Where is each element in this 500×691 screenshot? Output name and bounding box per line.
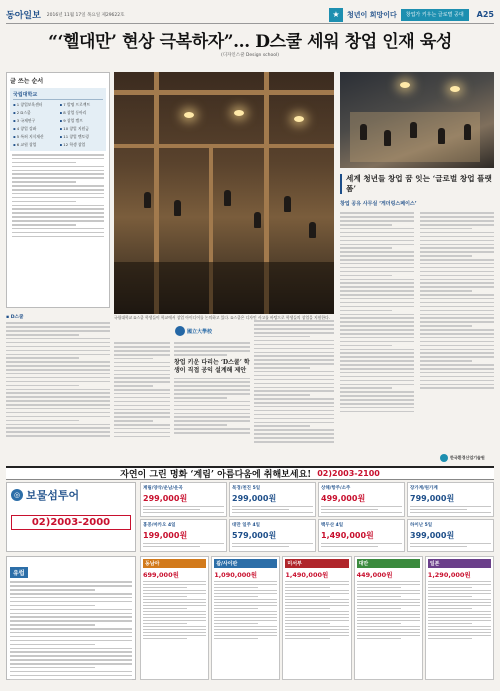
index-block [10, 88, 106, 151]
tour-region: 괌/사이판 [214, 559, 277, 568]
article-column [254, 318, 334, 445]
ad-banner-headline: 자연이 그린 명화 ‘계림’ 아름다움에 취해보세요! [120, 470, 312, 480]
article-index [6, 72, 110, 308]
article-column [340, 210, 414, 415]
tour-title: 하이난 5일 [410, 523, 433, 529]
sponsor-logo [440, 452, 494, 463]
tour-ad-cell [229, 519, 316, 552]
index-title: 글 쓰는 순서 [10, 78, 44, 85]
tour-ad-column [354, 556, 423, 680]
index-item: ▪ 7 발명 프로젝트 [60, 102, 104, 108]
index-item: ▪ 11 창업 멘토링 [60, 134, 104, 140]
issue-info: 2016년 11월 17일 목요일 제29622호 [46, 12, 125, 18]
tour-title: 북경/천진 5일 [232, 486, 261, 491]
tour-ad-cell [318, 482, 405, 517]
university-logo-text: 國立大學校 [187, 328, 213, 335]
tour-region: 동남아 [143, 559, 206, 568]
index-item: ▪ 5 특허 지식재산 [13, 134, 57, 140]
tour-ad-cell [229, 482, 316, 517]
tour-price: 579,000원 [232, 531, 277, 541]
article-body-text [10, 154, 106, 237]
tour-price: 449,000원 [356, 571, 393, 579]
index-item: ▪ 12 학생 창업 [60, 142, 104, 148]
main-photo [114, 72, 334, 314]
index-block-title: 국립대학교 [13, 91, 103, 100]
tour-price: 299,000원 [143, 494, 188, 503]
brand-name: 보물섬투어 [26, 489, 80, 502]
article-column [174, 340, 250, 436]
page-headline: “‘헬대만’ 현상 극복하자”… D스쿨 세워 창업 인재 육성 [48, 32, 452, 52]
tour-price: 799,000원 [410, 494, 455, 503]
tour-ad-cell [140, 519, 227, 552]
tour-title: 상해/항주/소주 [321, 486, 351, 491]
index-item: ▪ 9 창업 캠프 [60, 118, 104, 124]
ad-banner-phone: 02)2003-2100 [317, 469, 380, 478]
brand-phone: 02)2003-2000 [11, 515, 131, 530]
tour-price: 1,490,000원 [321, 531, 374, 541]
tour-ad-column [282, 556, 351, 680]
series-title: 청년이 희망이다 [346, 10, 397, 19]
right-photo [340, 72, 494, 168]
tour-title: 백두산 4일 [321, 523, 344, 529]
tour-ad-cell [407, 482, 494, 517]
index-item: ▪ 10 창업 지원금 [60, 126, 104, 132]
index-item: ▪ 3 국제연구 [13, 118, 57, 124]
tour-ad-cell [318, 519, 405, 552]
tour-price: 1,290,000원 [427, 571, 471, 579]
tour-price: 1,490,000원 [285, 571, 329, 579]
index-item: ▪ 2 D스쿨 [13, 110, 57, 116]
tour-price: 199,000원 [143, 531, 188, 541]
series-subtitle: 창업가 키우는 글로벌 공대 [401, 9, 469, 21]
article-column [6, 312, 110, 439]
page-number: A25 [476, 10, 494, 19]
university-logo [175, 325, 235, 337]
tour-region: 일본 [428, 559, 491, 568]
masthead [6, 6, 494, 24]
ad-banner [6, 466, 494, 480]
university-emblem-icon [175, 326, 185, 336]
headline-credit: (디자인스쿨 Design school) [220, 53, 280, 58]
tour-ad-column [425, 556, 494, 680]
tour-title: 계림/양삭/운남/운곡 [143, 486, 183, 491]
photo-caption: 국립대학교 D스쿨 학생들이 학교에서 창업 아이디어를 논의하고 있다. D스쿨은 디자인 사고를 바탕으로 학생들의 창업을 지원한다. [114, 315, 330, 320]
article-column [114, 340, 170, 440]
tour-ad-grid [140, 482, 494, 552]
tour-price: 499,000원 [321, 494, 366, 503]
tour-region: 대만 [357, 559, 420, 568]
index-item: ▪ 6 교원 창업 [13, 142, 57, 148]
right-column-subheading: 창업 공유 사무실 ‘게더링스페이스’ [340, 201, 417, 207]
series-logo-icon: ★ [329, 8, 343, 22]
tour-ad-cell [407, 519, 494, 552]
index-item: ▪ 1 창업보육센터 [13, 102, 57, 108]
index-item: ▪ 8 창업 동아리 [60, 110, 104, 116]
tour-ad-cell [140, 482, 227, 517]
tour-price: 399,000원 [410, 531, 455, 541]
index-item: ▪ 4 창업 강좌 [13, 126, 57, 132]
tour-ad-column [140, 556, 209, 680]
section-subhead: ▪ D스쿨 [6, 315, 24, 320]
tour-title: 장가계/원가계 [410, 486, 438, 491]
tour-list-left [6, 556, 136, 680]
tour-price: 1,090,000원 [214, 571, 258, 579]
tour-price: 699,000원 [143, 571, 179, 579]
right-column-heading: 세계 청년들 창업 꿈 잇는 ‘글로벌 창업 플랫폼’ [340, 174, 494, 194]
brand-logo [11, 487, 131, 503]
tour-list-title: 유럽 [10, 567, 28, 578]
sponsor-name: 한국환경산업기술원 [450, 454, 485, 460]
tour-title: 홍콩/마카오 4일 [143, 523, 176, 529]
tour-region: 미서부 [285, 559, 348, 568]
mid-column-heading: 창업 키운 다리는 ‘D스쿨’ 학생이 직접 공익 설계해 제안 [174, 358, 250, 374]
tour-price: 299,000원 [232, 494, 277, 503]
index-list [13, 102, 103, 148]
brand-mark-icon: ◎ [11, 489, 23, 501]
tour-ad-column [211, 556, 280, 680]
travel-brand-box [6, 482, 136, 552]
tour-title: 대만 일주 4일 [232, 523, 260, 529]
series-box [329, 8, 469, 22]
sponsor-emblem-icon [440, 454, 448, 462]
article-column [420, 210, 494, 391]
tour-ad-columns [140, 556, 494, 680]
paper-name: 동아일보 [6, 11, 41, 21]
